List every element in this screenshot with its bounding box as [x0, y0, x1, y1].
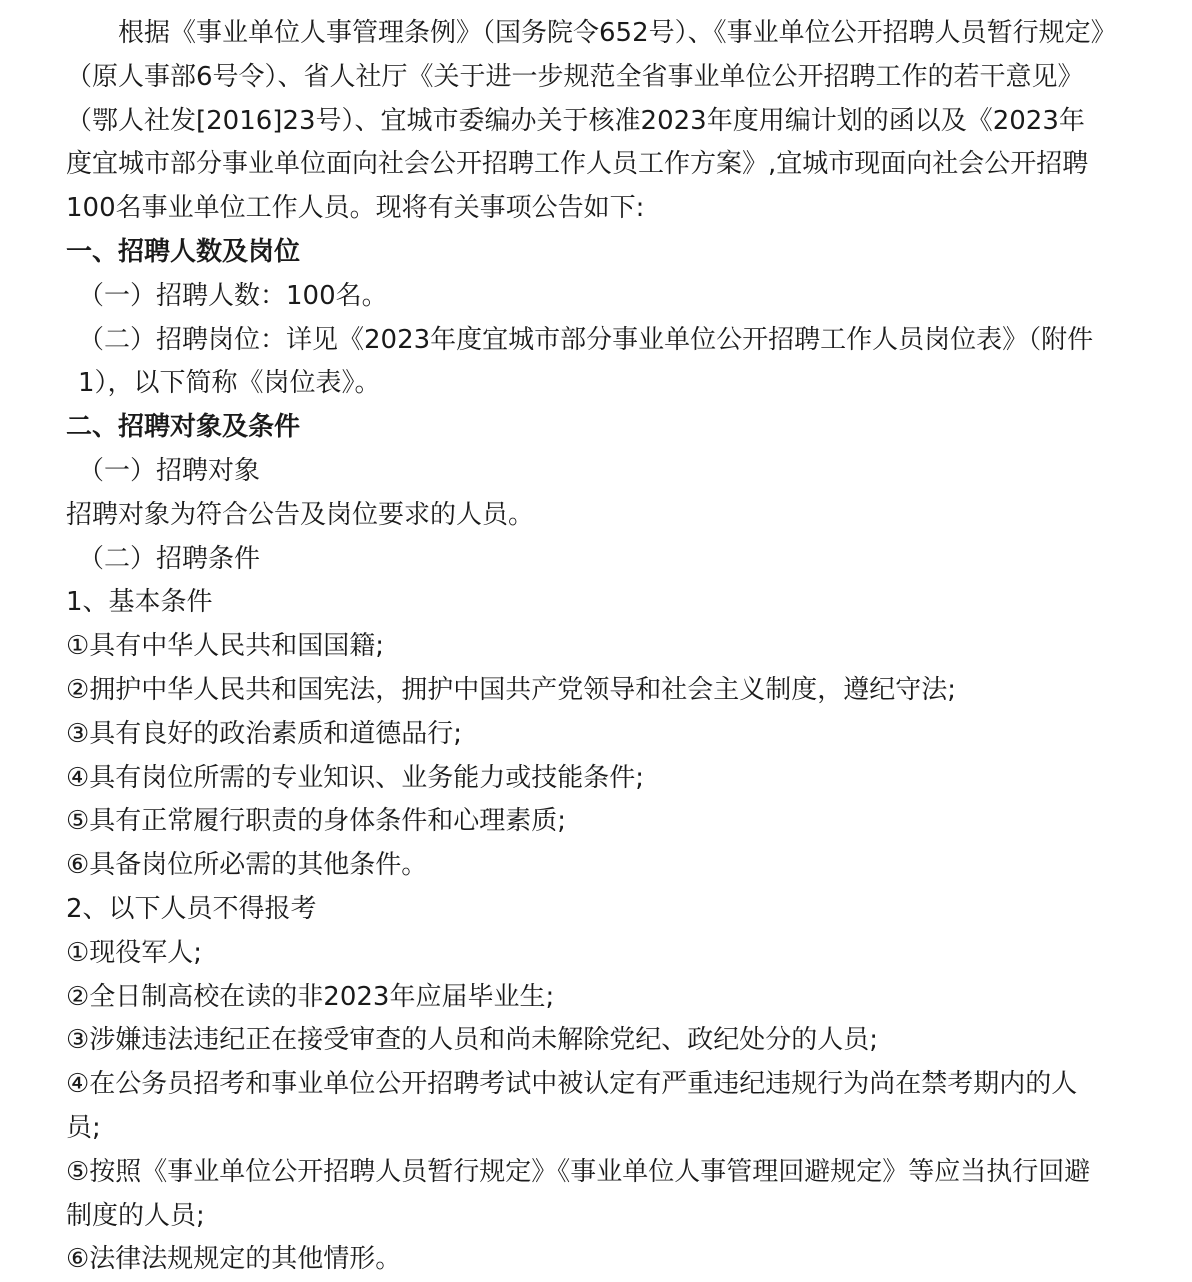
basic-condition-item: ④具有岗位所需的专业知识、业务能力或技能条件;: [66, 762, 645, 793]
section1-heading: 一、招聘人数及岗位: [66, 236, 301, 267]
excluded-item: ④在公务员招考和事业单位公开招聘考试中被认定有严重违纪违规行为尚在禁考期内的人员;: [66, 1069, 1078, 1143]
basic-condition-item: ③具有良好的政治素质和道德品行;: [66, 718, 463, 749]
intro-paragraph: 根据《事业单位人事管理条例》（国务院令652号）、《事业单位公开招聘人员暂行规定》（原人事部6号令）、省人社厅《关于进一步规范全省事业单位公开招聘工作的若干意见》（鄂人社发[2016]23号）、宜城市委编办关于核准2023年度用编计划的函以及《2023年度宜城市部分事业单位面向社会公开招聘工作人员工作方案》,宜城市现面向社会公开招聘 100名事业单位工作人员。现将有关事项公告如下:: [66, 18, 1104, 224]
target-text: 招聘对象为符合公告及岗位要求的人员。: [66, 499, 535, 530]
excluded-item: ①现役军人;: [66, 937, 203, 968]
section2-heading: 二、招聘对象及条件: [66, 412, 301, 443]
announcement-document: [66, 12, 1106, 1282]
conditions-title: （二）招聘条件: [78, 543, 261, 574]
excluded-item: ③涉嫌违法违纪正在接受审查的人员和尚未解除党纪、政纪处分的人员;: [66, 1025, 879, 1056]
basic-condition-item: ①具有中华人民共和国国籍;: [66, 631, 385, 662]
excluded-title: 2、以下人员不得报考: [66, 893, 317, 924]
excluded-item: ②全日制高校在读的非2023年应届毕业生;: [66, 981, 555, 1012]
recruit-posts: （二）招聘岗位：详见《2023年度宜城市部分事业单位公开招聘工作人员岗位表》（附件1），以下简称《岗位表》。: [78, 324, 1094, 399]
recruit-count: （一）招聘人数：100名。: [78, 280, 388, 311]
basic-condition-item: ②拥护中华人民共和国宪法，拥护中国共产党领导和社会主义制度，遵纪守法;: [66, 674, 957, 705]
excluded-item: ⑥法律法规规定的其他情形。: [66, 1244, 402, 1275]
basic-conditions-title: 1、基本条件: [66, 587, 213, 618]
basic-condition-item: ⑤具有正常履行职责的身体条件和心理素质;: [66, 806, 567, 837]
target-title: （一）招聘对象: [78, 455, 261, 486]
basic-condition-item: ⑥具备岗位所必需的其他条件。: [66, 850, 428, 881]
excluded-item: ⑤按照《事业单位公开招聘人员暂行规定》《事业单位人事管理回避规定》等应当执行回避制度的人员;: [66, 1156, 1091, 1231]
